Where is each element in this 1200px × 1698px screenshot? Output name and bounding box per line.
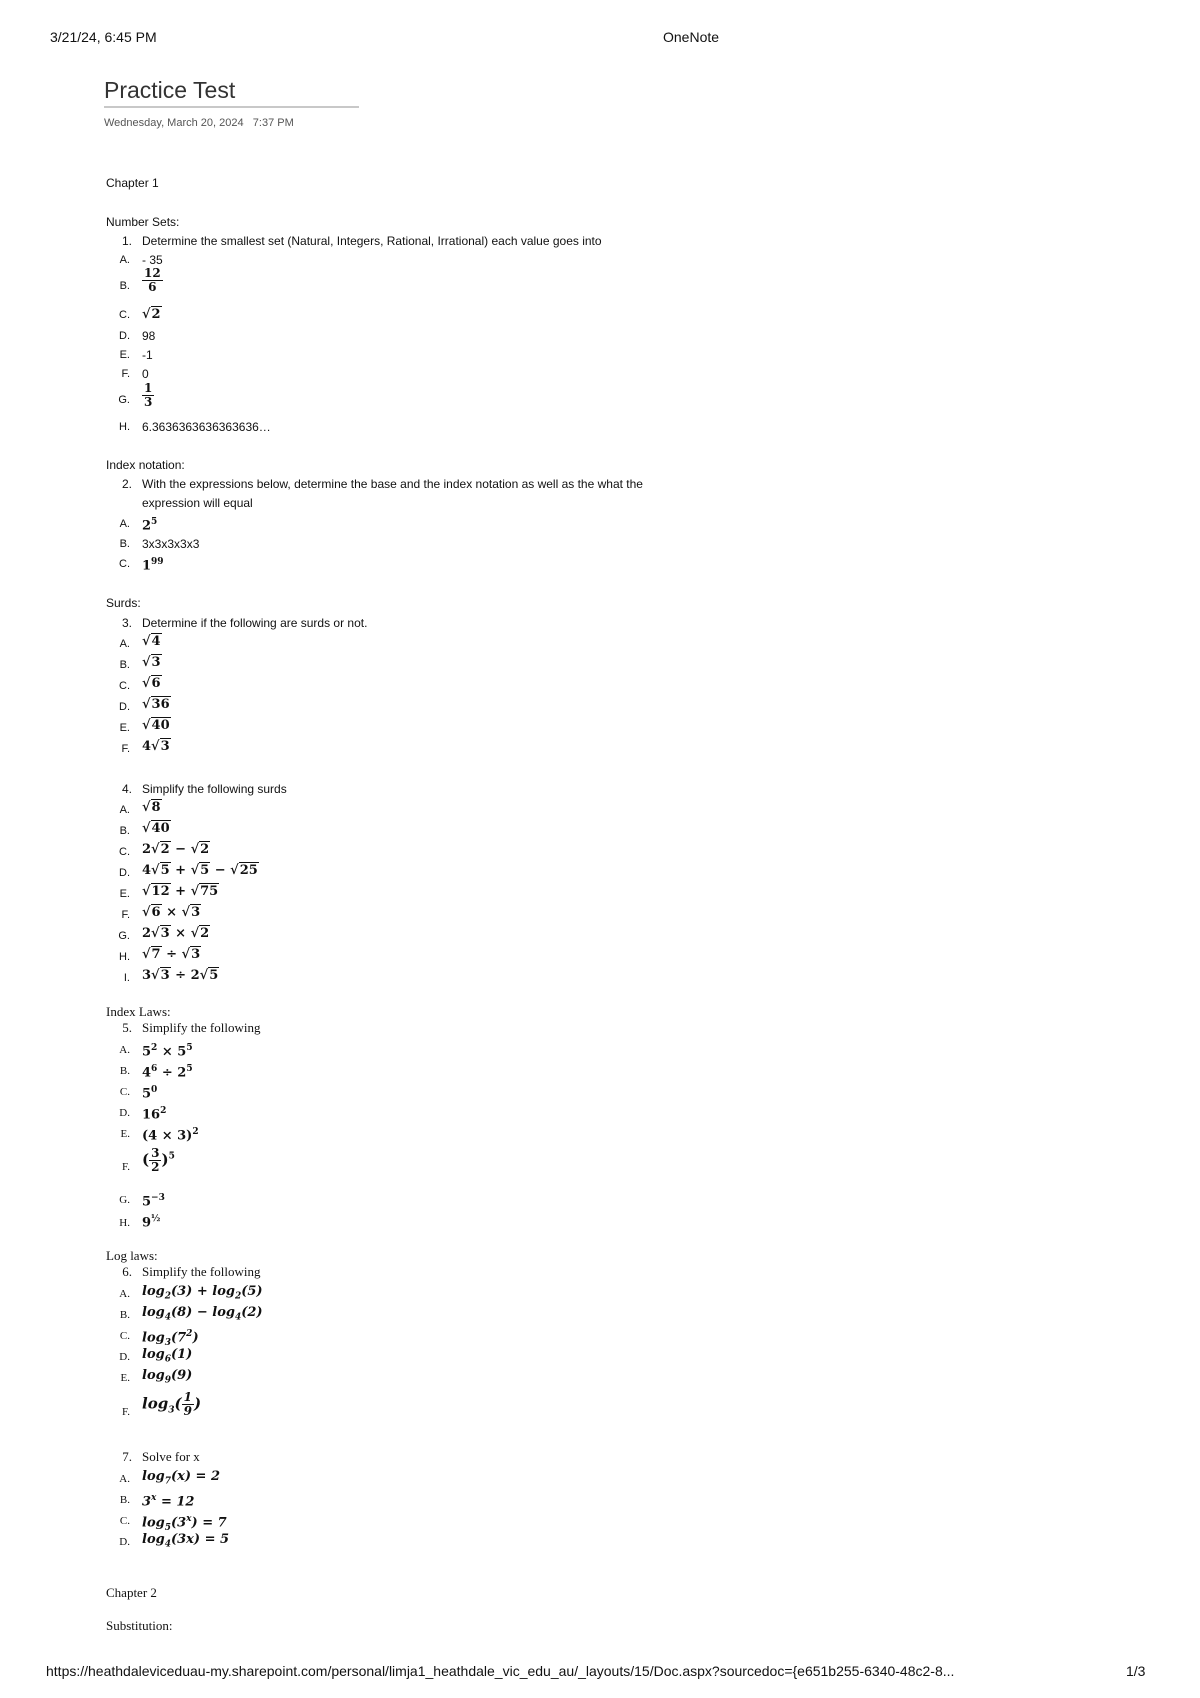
number-item: - 35 xyxy=(142,253,163,267)
surd-expr: √6 × √3 xyxy=(142,905,201,920)
item-label: A. xyxy=(119,254,130,266)
item-label: D. xyxy=(119,330,130,342)
surd-expr: √3 xyxy=(142,655,161,670)
log-equation: $\log_7(x) = 2$ xyxy=(142,1469,221,1487)
item-label: A. xyxy=(119,1288,130,1300)
surd-expr: √40 xyxy=(142,718,170,733)
page-time: 7:37 PM xyxy=(252,117,294,129)
question-number: 6. xyxy=(122,1264,132,1279)
item-label: H. xyxy=(119,1217,130,1229)
item-label: C. xyxy=(119,846,130,858)
substitution-heading: Substitution: xyxy=(106,1618,173,1633)
surd-expr: √4 xyxy=(142,634,161,649)
number-sets-heading: Number Sets: xyxy=(106,215,180,229)
item-label: F. xyxy=(121,909,130,921)
item-label: F. xyxy=(121,368,130,380)
number-item: 98 xyxy=(142,329,156,343)
surd-expr: 2√2 − √2 xyxy=(142,842,210,857)
question-text: Determine the smallest set (Natural, Integers, Rational, Irrational) each value goes into xyxy=(142,234,602,248)
item-label: C. xyxy=(119,1086,130,1098)
app-name: OneNote xyxy=(663,29,720,45)
item-label: A. xyxy=(119,638,130,650)
number-item: -1 xyxy=(142,348,153,362)
surd-expr: √36 xyxy=(142,697,170,712)
item-label: A. xyxy=(119,804,130,816)
log-expr-fraction: $\log_3$( $\frac{1}{9}$ ) xyxy=(142,1390,202,1418)
question-number: 4. xyxy=(121,782,132,796)
index-notation-heading: Index notation: xyxy=(106,458,185,472)
item-label: G. xyxy=(119,1194,130,1206)
item-label: G. xyxy=(118,394,130,406)
question-text: Simplify the following xyxy=(142,1264,261,1279)
surd-expr: √40 xyxy=(142,821,170,836)
item-label: C. xyxy=(119,309,130,321)
expr-item: 3x3x3x3x3 xyxy=(142,537,200,551)
question-number: 2. xyxy=(121,477,132,491)
item-label: A. xyxy=(119,1473,130,1485)
item-label: E. xyxy=(120,1372,130,1384)
item-label: B. xyxy=(119,280,130,292)
log-equation: $\log_5(3^x) = 7$ xyxy=(142,1514,227,1533)
surd-expr: √12 + √75 xyxy=(142,884,219,899)
surd-expr: 4√3 xyxy=(142,739,170,754)
log-equation: $3^x = 12$ xyxy=(142,1493,195,1510)
log-laws-heading: Log laws: xyxy=(106,1248,158,1263)
number-item: 6.3636363636363636… xyxy=(142,420,271,434)
log-expr: $\log_9(9)$ xyxy=(142,1368,193,1386)
chapter-1-heading: Chapter 1 xyxy=(106,176,159,190)
item-label: I. xyxy=(123,972,130,984)
question-text: Simplify the following surds xyxy=(142,782,287,796)
surd-expr: √8 xyxy=(142,800,161,815)
question-text: Solve for x xyxy=(142,1449,200,1464)
item-label: B. xyxy=(119,538,130,550)
question-number: 7. xyxy=(122,1449,132,1464)
item-label: A. xyxy=(119,518,130,530)
question-text: Simplify the following xyxy=(142,1020,261,1035)
page-title[interactable]: Practice Test xyxy=(104,77,236,103)
page-date: Wednesday, March 20, 2024 xyxy=(104,117,244,129)
item-label: C. xyxy=(119,558,130,570)
print-date-time: 3/21/24, 6:45 PM xyxy=(50,29,157,45)
sqrt-2: √2 xyxy=(142,307,161,322)
item-label: B. xyxy=(119,825,130,837)
item-label: F. xyxy=(121,743,130,755)
item-label: B. xyxy=(119,1065,130,1077)
question-number: 5. xyxy=(122,1020,132,1035)
question-number: 1. xyxy=(121,234,132,248)
surd-expr: √6 xyxy=(142,676,161,691)
surd-expr: 2√3 × √2 xyxy=(142,926,210,941)
index-expr: $16^2$ xyxy=(142,1106,167,1123)
fraction-12-6: $\frac{12}{6}$ xyxy=(144,266,161,294)
surd-expr: 3√3 ÷ 2√5 xyxy=(142,968,219,983)
page-url: https://heathdaleviceduau-my.sharepoint.com/personal/limja1_heathdale_vic_edu_au/_layouts/15/Doc.aspx?sourcedoc={e651b255-6340-48c2-8... xyxy=(46,1663,955,1679)
chapter-2-heading: Chapter 2 xyxy=(106,1585,157,1600)
index-expr: $4^6 \div 2^5$ xyxy=(142,1064,193,1081)
item-label: F. xyxy=(122,1406,130,1418)
item-label: B. xyxy=(119,1494,130,1506)
index-expr: $(4 \times 3)^2$ xyxy=(142,1127,199,1144)
surds-heading: Surds: xyxy=(106,596,141,610)
item-label: C. xyxy=(119,1515,130,1527)
surd-expr: 4√5 + √5 − √25 xyxy=(142,863,258,878)
index-expr: $9^{\frac{1}{2}}$ xyxy=(142,1214,161,1231)
page-number: 1/3 xyxy=(1126,1663,1146,1679)
page-meta xyxy=(104,117,294,129)
item-label: B. xyxy=(119,659,130,671)
title-divider xyxy=(104,106,359,108)
index-expr: $5^0$ xyxy=(142,1085,158,1102)
log-expr: $\log_6(1)$ xyxy=(142,1347,193,1365)
item-label: E. xyxy=(119,722,130,734)
item-label: H. xyxy=(119,951,130,963)
log-equation: $\log_4(3x) = 5$ xyxy=(142,1532,230,1550)
fraction-1-3: $\frac{1}{3}$ xyxy=(144,381,153,409)
item-label: E. xyxy=(119,349,130,361)
item-label: B. xyxy=(119,1309,130,1321)
item-label: A. xyxy=(119,1044,130,1056)
question-text: Determine if the following are surds or not. xyxy=(142,616,368,630)
item-label: C. xyxy=(119,680,130,692)
surd-expr: √7 ÷ √3 xyxy=(142,947,201,962)
item-label: D. xyxy=(119,701,130,713)
item-label: D. xyxy=(119,1107,130,1119)
log-expr: $\log_4(8) - \log_4(2)$ xyxy=(142,1305,263,1323)
index-expr: $5^{-3}$ xyxy=(142,1193,165,1210)
index-expr: $5^2 \times 5^5$ xyxy=(142,1043,193,1060)
expr-1-pow-99: $1^{99}$ xyxy=(142,557,164,574)
question-text: With the expressions below, determine the base and the index notation as well as the what the xyxy=(142,477,643,491)
question-text-continued: expression will equal xyxy=(142,496,253,510)
item-label: G. xyxy=(118,930,130,942)
item-label: C. xyxy=(119,1330,130,1342)
question-number: 3. xyxy=(121,616,132,630)
index-laws-heading: Index Laws: xyxy=(106,1004,171,1019)
item-label: D. xyxy=(119,867,130,879)
number-item: 0 xyxy=(142,367,149,381)
log-expr: $\log_3(7^2)$ xyxy=(142,1329,199,1348)
item-label: F. xyxy=(122,1161,130,1173)
expr-2-pow-5: $2^5$ xyxy=(142,517,158,534)
index-expr-fraction: ( $\frac{3}{2}$ )$^5$ xyxy=(142,1146,175,1174)
log-expr: $\log_2(3) + \log_2(5)$ xyxy=(142,1284,263,1302)
item-label: H. xyxy=(119,421,130,433)
item-label: E. xyxy=(119,888,130,900)
item-label: D. xyxy=(119,1536,130,1548)
item-label: E. xyxy=(120,1128,130,1140)
item-label: D. xyxy=(119,1351,130,1363)
